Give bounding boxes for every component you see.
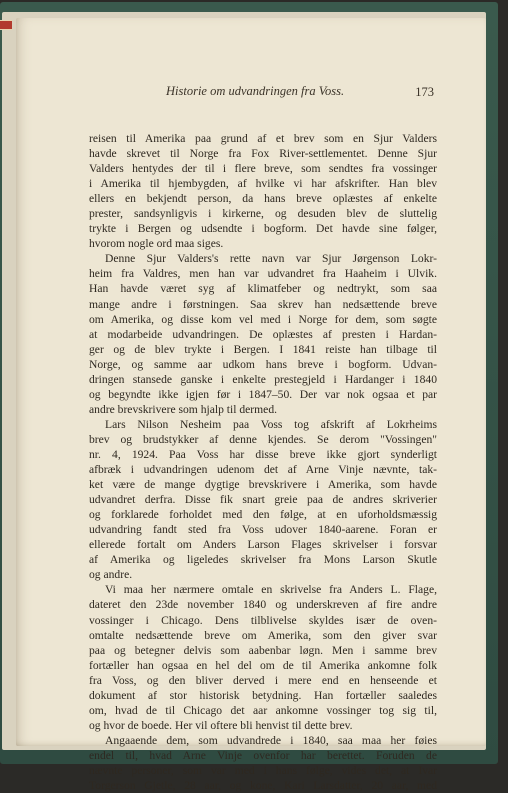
text-line: udvandring fandt sted fra Voss udover 1840-aarene. Foran er [89, 523, 437, 537]
text-line: ellers en bekjendt person, da hans breve oplæstes af enkelte [89, 192, 437, 206]
text-line: Angaaende dem, som udvandrede i 1840, saa maa her føies [105, 733, 437, 747]
text-line: ket være de mange dygtige brevskrivere i Amerika, som havde [89, 478, 437, 492]
text-line: om Amerika, og disse kom vel med i Norge for dem, som søgte [89, 312, 437, 326]
text-line: og begyndte ikke igjen før i 1847–50. Der var nok ogsaa et par [89, 387, 437, 401]
page-header [16, 84, 486, 104]
running-title: Historie om udvandringen fra Voss. [166, 84, 345, 98]
page-number: 173 [415, 85, 434, 99]
text-line: paa og betegner delvis som aabenbar løgn. Men i samme brev [89, 643, 437, 657]
book-page [16, 18, 486, 793]
text-line: at modarbeide udvandringen. De oplæstes af presten i Hardan- [89, 327, 437, 341]
text-line: nr. 4, 1924. Paa Voss har disse breve ikke gjort synderligt [89, 447, 437, 461]
text-line: prester, sandsynligvis i kirkerne, og desuden blev de sluttelig [89, 207, 437, 221]
text-line: hvorom nogle ord maa siges. [89, 237, 224, 251]
text-line: reisen til Amerika paa grund af et brev som en Sjur Valders [89, 132, 437, 145]
text-line: dateret den 23de november 1840 og underskreven af fire andre [89, 598, 437, 612]
text-line: og forklarede forholdet med den følge, at en uforholdsmæssig [89, 508, 437, 522]
paragraph [89, 417, 437, 583]
paragraph [89, 582, 437, 732]
text-line: Valders hentydes der til i flere breve, som sendtes fra vossinger [89, 162, 437, 176]
text-line: af Amerika og ligeledes skrivelser fra Mons Larson Skutle [89, 553, 437, 567]
paragraph [89, 251, 437, 417]
text-line: ellerede fortalt om Anders Larson Flages skrivelser i forsvar [89, 538, 437, 552]
body-text [89, 131, 437, 793]
text-line: nævnte personer, som var med i hans følge, vides det, at Ivar [89, 763, 437, 777]
text-line: trykte i Bergen og udsendte i bogform. Det havde sine følger, [89, 222, 437, 236]
text-line: og andre. [89, 568, 133, 582]
text-line: Norge, og samme aar udkom hans breve i bogform. Udvan- [89, 357, 437, 371]
paragraph [89, 131, 437, 251]
text-line: dokument af stor historisk betydning. Han fortæller saaledes [89, 688, 437, 702]
text-line: Vi maa her nærmere omtale en skrivelse fra Anders L. Flage, [105, 583, 437, 597]
bookmark-ribbon [0, 20, 12, 30]
text-line: havde skrevet til Norge fra Fox River-settlementet. Denne Sjur [89, 147, 437, 161]
text-line: heim fra Valdres, men han var udvandret fra Haaheim i Ulvik. [89, 267, 437, 281]
text-line: afbræk i udvandringen udenom det af Arne Vinje nævnte, tak- [89, 463, 437, 477]
text-line: Han havde været syg af klimatfeber og nedtrykt, som saa [89, 282, 437, 296]
text-line: fortæller han ogsaa en hel del om de til Amerika ankomne folk [89, 658, 437, 672]
text-line: dringen stansede ganske i enkelte prestegjeld i Hardanger i 1840 [89, 372, 437, 386]
text-line: Torgerson Gjetle, 28 aar, og kone, Kari Larsdatter, 20 aar, med [89, 779, 437, 793]
text-line: andre brevskrivere som hjalp til dermed. [89, 402, 278, 416]
text-line: endel til, hvad Arne Vinje ovenfor har berettet. Foruden de [89, 748, 437, 762]
text-line: i Amerika til hjembygden, af hvilke vi har afskrifter. Han blev [89, 177, 437, 191]
paragraph [89, 733, 437, 793]
text-line: vossinger i Chicago. Dens tilblivelse skyldes især de oven- [89, 613, 437, 627]
text-line: omtalte nedsættende breve om Amerika, som den giver svar [89, 628, 437, 642]
text-line: og hvor de boede. Her vil oftere bli henvist til dette brev. [89, 718, 353, 732]
text-line: fra Voss, og den bliver derved i mere end en henseende et [89, 673, 437, 687]
text-line: Denne Sjur Valders's rette navn var Sjur Jørgenson Lokr- [105, 252, 437, 266]
text-line: ger og de blev trykte i Bergen. I 1841 reiste han tilbage til [89, 342, 437, 356]
text-line: brev og brudstykker af denne kjendes. Se derom "Vossingen" [89, 432, 437, 446]
text-line: om, hvad de til Chicago det aar ankomne vossinger tog sig til, [89, 703, 437, 717]
text-line: udvandret derfra. Disse fik snart greie paa de andres skriverier [89, 493, 437, 507]
text-line: Lars Nilson Nesheim paa Voss tog afskrift af Lokrheims [105, 417, 437, 431]
text-line: mange andre i førstningen. Saa skrev han nedsættende breve [89, 297, 437, 311]
